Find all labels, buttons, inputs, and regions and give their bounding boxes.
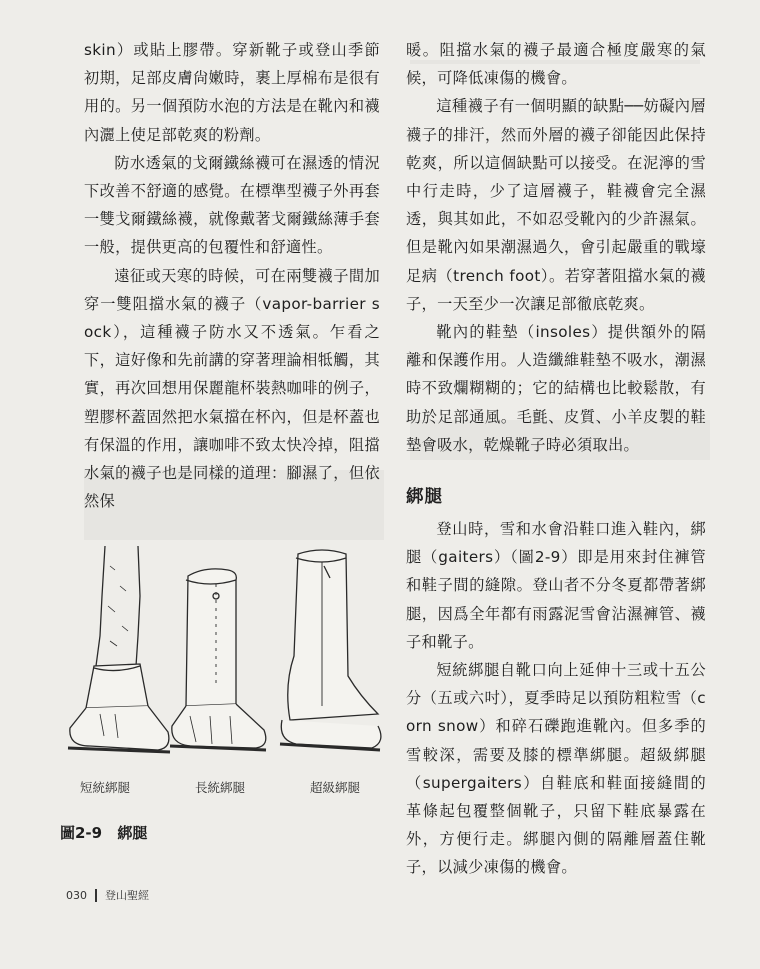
super-gaiter-drawing bbox=[280, 550, 381, 750]
right-paragraph-2: 這種襪子有一個明顯的缺點──妨礙內層襪子的排汗，然而外層的襪子卻能因此保持乾爽，所以這個缺點可以接受。在泥濘的雪中行走時，少了這層襪子，鞋襪會完全濕透，與其如此，不如忍受靴內的少許濕氣。但是靴內如果潮濕過久，會引起嚴重的戰壕足病（trench foot）。若穿著阻擋水氣的襪子，一天至少一次讓足部徹底乾爽。 bbox=[406, 97, 706, 313]
figure-label-super-gaiter: 超級綁腿 bbox=[310, 780, 361, 795]
section-paragraph-2: 短統綁腿自靴口向上延伸十三或十五公分（五或六吋），夏季時足以預防粗粒雪（corn snow）和碎石礫跑進靴內。但多季的雪較深，需要及膝的標準綁腿。超級綁腿（supergaiters）自鞋底和鞋面接縫間的革條起包覆整個靴子，只留下鞋底暴露在外，方便行走。綁腿內側的隔離層蓋住靴子，以減少凍傷的機會。 bbox=[406, 661, 706, 877]
left-paragraph-1: skin）或貼上膠帶。穿新靴子或登山季節初期，足部皮膚尙嫩時，裹上厚棉布是很有用的。另一個預防水泡的方法是在靴內和襪內灑上使足部乾爽的粉劑。 bbox=[84, 41, 380, 144]
left-paragraph-2: 防水透氣的戈爾鐵絲襪可在濕透的情況下改善不舒適的感覺。在標準型襪子外再套一雙戈爾鐵絲襪，就像戴著戈爾鐵絲薄手套一般，提供更高的包覆性和舒適性。 bbox=[84, 153, 380, 257]
figure-number: 圖2-9 bbox=[60, 824, 103, 842]
long-gaiter-drawing bbox=[170, 569, 266, 750]
section-paragraph-1: 登山時，雪和水會沿鞋口進入鞋內，綁腿（gaiters）（圖2-9）即是用來封住褲管和鞋子間的縫隙。登山者不分冬夏都帶著綁腿，因爲全年都有雨露泥雪會沾濕褲管、襪子和靴子。 bbox=[406, 520, 706, 651]
gaiters-drawing bbox=[60, 536, 390, 776]
figure-caption bbox=[60, 822, 147, 843]
footer-divider bbox=[95, 889, 97, 902]
figure-label-long-gaiter: 長統綁腿 bbox=[195, 780, 246, 795]
right-column bbox=[406, 36, 706, 882]
section-heading-gaiters: 綁腿 bbox=[406, 487, 443, 508]
right-paragraph-1: 暖。阻擋水氣的襪子最適合極度嚴寒的氣候，可降低凍傷的機會。 bbox=[406, 41, 706, 88]
book-title: 登山聖經 bbox=[105, 889, 149, 902]
page-number: 030 bbox=[66, 888, 87, 902]
left-paragraph-3: 遠征或天寒的時候，可在兩雙襪子間加穿一雙阻擋水氣的襪子（vapor-barrier sock），這種襪子防水又不透氣。乍看之下，這好像和先前講的穿著理論相牴觸，其實，再次回想用保麗龍杯裝熱咖啡的例子，塑膠杯蓋固然把水氣擋在杯內，但是杯蓋也有保溫的作用，讓咖啡不致太快冷掉，阻擋水氣的襪子也是同樣的道理：腳濕了，但依然保 bbox=[84, 266, 380, 511]
left-column bbox=[84, 36, 380, 515]
right-paragraph-3: 靴內的鞋墊（insoles）提供額外的隔離和保護作用。人造纖維鞋墊不吸水，潮濕時不致爛糊糊的；它的結構也比較鬆散，有助於足部通風。毛氈、皮質、小羊皮製的鞋墊會吸水，乾燥靴子時必須取出。 bbox=[406, 323, 706, 454]
page-footer bbox=[66, 887, 149, 903]
figure-title: 綁腿 bbox=[117, 824, 148, 842]
short-gaiter-drawing bbox=[68, 546, 170, 752]
figure-label-short-gaiter: 短統綁腿 bbox=[80, 780, 131, 795]
